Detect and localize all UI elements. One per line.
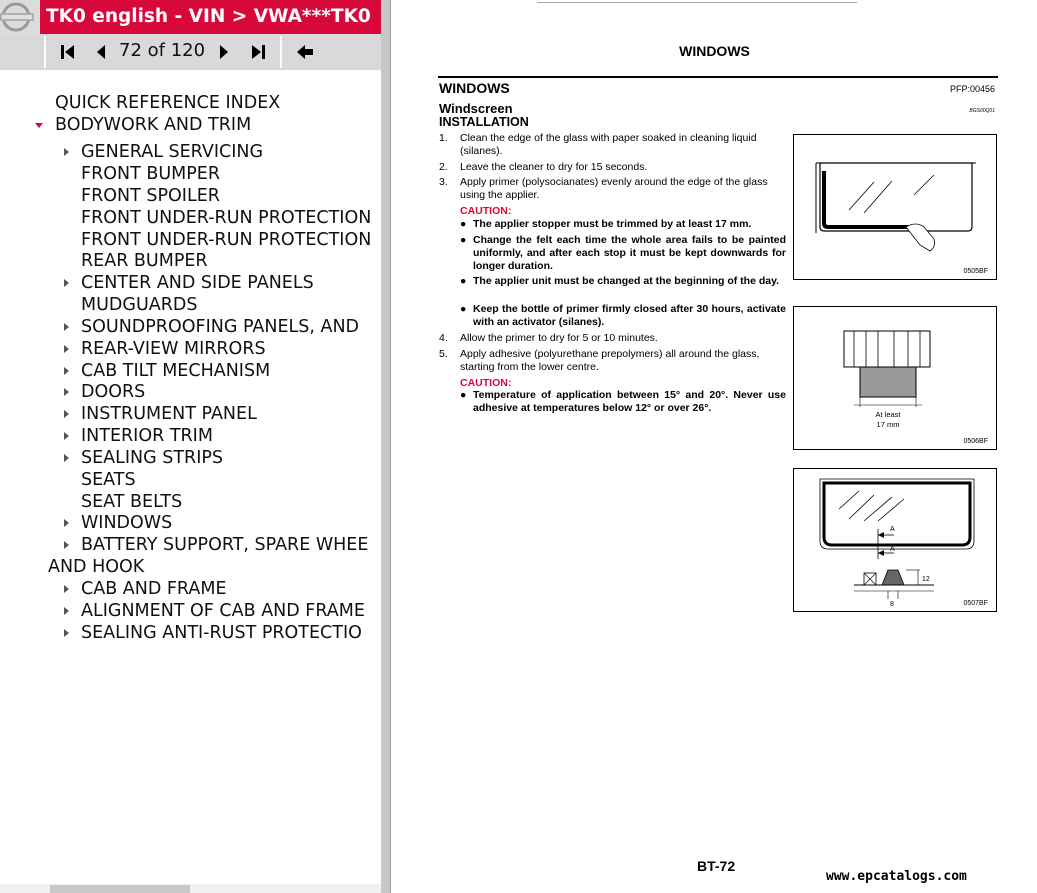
previous-page-icon[interactable] [89, 34, 113, 70]
caution-label: CAUTION: [460, 377, 512, 389]
tree-item-label: INSTRUMENT PANEL [81, 404, 257, 424]
expand-arrow-icon[interactable] [64, 323, 69, 331]
nissan-logo [0, 0, 40, 34]
tree-item-label: BODYWORK AND TRIM [55, 115, 252, 135]
caution-bullet: ● Temperature of application between 15° and 20°. Never use adhesive at temperatures below 12° or over 26°. [460, 389, 786, 414]
last-page-icon[interactable] [246, 34, 270, 70]
caution-bullet: ● The applier unit must be changed at the beginning of the day. [460, 275, 780, 287]
tree-item-label: INTERIOR TRIM [81, 426, 213, 446]
applier-stopper-illustration [794, 307, 996, 449]
installation-heading: INSTALLATION [439, 115, 529, 129]
tree-item-label: CENTER AND SIDE PANELS [81, 273, 314, 293]
step-item: 3. Apply primer (polysocianates) evenly around the edge of the glass using the applier. [439, 176, 768, 201]
tree-item-label: AND HOOK [48, 557, 145, 577]
expand-arrow-icon[interactable] [64, 432, 69, 440]
expand-arrow-icon[interactable] [64, 410, 69, 418]
figure-windscreen-primer [793, 134, 997, 280]
tree-item-interior-trim[interactable] [0, 425, 383, 447]
tree-item-label: WINDOWS [81, 513, 173, 533]
section-marker-a: A [890, 526, 895, 533]
tree-item-quick-reference[interactable] [0, 92, 383, 114]
toolbar-separator [280, 36, 282, 68]
expand-arrow-icon[interactable] [64, 629, 69, 637]
navigation-pane [0, 0, 383, 893]
tree-item-bodywork-and-trim[interactable] [0, 114, 383, 136]
figure-applier-stopper [793, 306, 997, 450]
figure-caption: 0505BF [963, 268, 988, 275]
expand-arrow-icon[interactable] [64, 367, 69, 375]
tree-item-label: SEAT BELTS [81, 492, 183, 512]
subsection-title: Windscreen [439, 101, 513, 116]
step-item: 2. Leave the cleaner to dry for 15 seconds. [439, 161, 648, 173]
collapse-arrow-icon[interactable] [35, 123, 43, 128]
site-watermark: www.epcatalogs.com [826, 869, 967, 884]
tree-item-rear-view-mirrors[interactable] [0, 338, 383, 360]
page-counter: 72 of 120 [119, 40, 206, 61]
tree-item-general-servicing[interactable] [0, 141, 383, 163]
tree-item-label: BATTERY SUPPORT, SPARE WHEE [81, 535, 369, 555]
tree-item-battery-support-spare-whee[interactable] [0, 534, 383, 556]
back-arrow-icon[interactable] [293, 34, 317, 70]
horizontal-scrollbar[interactable] [0, 884, 383, 893]
figure-caption: 0506BF [963, 438, 988, 445]
tree-item-label: ALIGNMENT OF CAB AND FRAME [81, 601, 365, 621]
caution-bullet: ● The applier stopper must be trimmed by at least 17 mm. [460, 218, 752, 230]
tree-item-front-bumper[interactable] [0, 163, 383, 185]
step-item: 1. Clean the edge of the glass with paper soaked in cleaning liquid (silanes). [439, 132, 757, 157]
tree-item-label: SEATS [81, 470, 136, 490]
section-rule [438, 76, 998, 78]
toolbar-separator [44, 36, 46, 68]
running-head: WINDOWS [679, 43, 750, 59]
document-viewer [390, 0, 1037, 893]
first-page-icon[interactable] [56, 34, 80, 70]
tree-item-front-under-run-protection[interactable] [0, 207, 383, 229]
expand-arrow-icon[interactable] [64, 585, 69, 593]
tree-item-front-spoiler[interactable] [0, 185, 383, 207]
step-item: 4. Allow the primer to dry for 5 or 10 minutes. [439, 332, 658, 344]
tree-item-center-and-side-panels[interactable] [0, 272, 383, 294]
tree-item-label: FRONT BUMPER [81, 164, 221, 184]
tree-item-seat-belts[interactable] [0, 491, 383, 513]
tree-item-mudguards[interactable] [0, 294, 383, 316]
tree-item-label: FRONT SPOILER [81, 186, 220, 206]
top-divider-line [537, 0, 857, 3]
tree-item-label: CAB TILT MECHANISM [81, 361, 271, 381]
expand-arrow-icon[interactable] [64, 148, 69, 156]
stopper-label-line2: 17 mm [876, 420, 900, 429]
expand-arrow-icon[interactable] [64, 541, 69, 549]
tree-item-label: SEALING STRIPS [81, 448, 224, 468]
page-number: BT-72 [697, 858, 736, 874]
caution-bullet: ● Change the felt each time the whole area fails to be painted uniformly, and after each stop it must be kept downwards for longer duration. [460, 234, 786, 272]
windscreen-illustration [794, 135, 996, 279]
tree-item-label: MUDGUARDS [81, 295, 198, 315]
tree-item-cab-and-frame[interactable] [0, 578, 383, 600]
tree-item-alignment-of-cab-and-frame[interactable] [0, 600, 383, 622]
tree-item-label: CAB AND FRAME [81, 579, 227, 599]
section-marker-a: A [890, 546, 895, 553]
tree-item-label: SOUNDPROOFING PANELS, AND [81, 317, 360, 337]
tree-item-windows[interactable] [0, 512, 383, 534]
dimension-height: 12 [922, 576, 930, 583]
tree-item-doors[interactable] [0, 381, 383, 403]
tree-item-rear-bumper[interactable] [0, 250, 383, 272]
figure-adhesive-bead [793, 468, 997, 612]
next-page-icon[interactable] [212, 34, 236, 70]
section-title: WINDOWS [439, 80, 510, 96]
tree-item-label: FRONT UNDER-RUN PROTECTION [81, 230, 372, 250]
tree-item-label: DOORS [81, 382, 146, 402]
expand-arrow-icon[interactable] [64, 607, 69, 615]
tree-item-instrument-panel[interactable] [0, 403, 383, 425]
pfp-code: PFP:00456 [949, 84, 995, 94]
expand-arrow-icon[interactable] [64, 279, 69, 287]
scrollbar-thumb[interactable] [50, 885, 190, 893]
tree-item-sealing-anti-rust-protectio[interactable] [0, 622, 383, 644]
expand-arrow-icon[interactable] [64, 454, 69, 462]
reference-code: BGS00Q01 [969, 108, 995, 114]
page-navigation-toolbar [0, 34, 381, 70]
tree-item-label: FRONT UNDER-RUN PROTECTION [81, 208, 372, 228]
caution-bullet: ● Keep the bottle of primer firmly closed after 30 hours, activate with an activator (silanes). [460, 303, 786, 328]
tree-item-cab-tilt-mechanism[interactable] [0, 360, 383, 382]
adhesive-bead-illustration [794, 469, 996, 611]
caution-label: CAUTION: [460, 205, 512, 217]
document-title-bar [40, 0, 381, 34]
dimension-width: 8 [890, 601, 894, 608]
tree-item-seats[interactable] [0, 469, 383, 491]
tree-item-label: REAR-VIEW MIRRORS [81, 339, 266, 359]
tree-item-label: QUICK REFERENCE INDEX [55, 93, 281, 113]
tree-item-front-under-run-protection[interactable] [0, 229, 383, 251]
step-item: 5. Apply adhesive (polyurethane prepolymers) all around the glass, starting from the lower centre. [439, 348, 760, 373]
expand-arrow-icon[interactable] [64, 345, 69, 353]
document-title: TK0 english - VIN > VWA***TK0 [46, 6, 371, 27]
tree-item-label: GENERAL SERVICING [81, 142, 264, 162]
tree-item-and-hook[interactable] [0, 556, 383, 578]
pane-splitter[interactable] [381, 0, 390, 893]
stopper-label-line1: At least [875, 410, 901, 419]
tree-item-label: SEALING ANTI-RUST PROTECTIO [81, 623, 362, 643]
tree-item-soundproofing-panels-and[interactable] [0, 316, 383, 338]
tree-item-sealing-strips[interactable] [0, 447, 383, 469]
tree-item-label: REAR BUMPER [81, 251, 208, 271]
figure-caption: 0507BF [963, 600, 988, 607]
expand-arrow-icon[interactable] [64, 388, 69, 396]
expand-arrow-icon[interactable] [64, 519, 69, 527]
